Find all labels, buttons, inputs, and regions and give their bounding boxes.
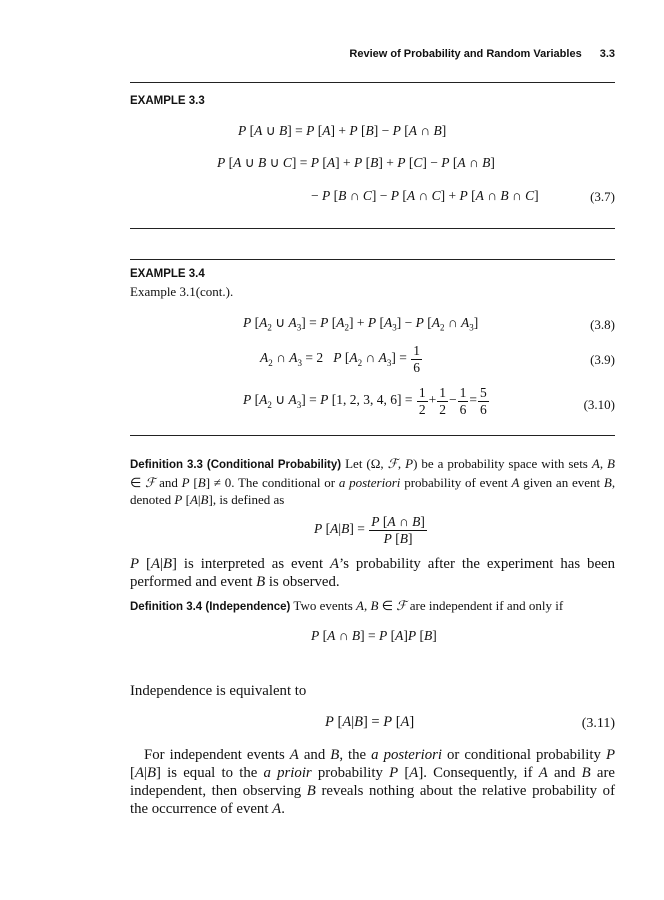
numerator: 1 — [413, 343, 420, 358]
numerator: 1 — [439, 385, 446, 400]
equation-3-8: P [$A_2$ ∪ $A_3] = P$ $[A_2] + P$ $[A_3] - P$ [$A_2$ ∩ $A_3$] — [243, 315, 479, 333]
denominator: 6 — [459, 401, 467, 417]
numerator: 5 — [479, 385, 487, 400]
emphasis: a posteriori — [338, 475, 401, 490]
text: . Consequently, if — [423, 765, 533, 781]
equation-number: (3.7) — [590, 189, 615, 204]
running-title: Review of Probability and Random Variables — [349, 48, 582, 60]
equation-number: (3.8) — [590, 317, 615, 332]
equation-3-10: P [$A_2$ ∪ $A_3] = P$ [1, 2, 3, 4, 6] = $\frac{1}{2}$ + $\frac{1}{2}$ − $\frac{1}{6}$ = $\frac{5}{6}$ — [243, 385, 487, 417]
text: is observed. — [268, 574, 340, 590]
intersection-count: 2 — [316, 350, 324, 366]
definition-3-3-label: Definition 3.3 (Conditional Probability) — [130, 459, 342, 471]
fraction — [417, 385, 428, 417]
numerator: 1 — [459, 385, 467, 400]
text: probability of event — [404, 475, 508, 490]
text: ’s probability after the experiment has been performed and event — [130, 556, 615, 590]
text: reveals nothing about the relative probability of the occurrence of event — [130, 783, 615, 817]
denominator: 6 — [479, 401, 487, 417]
fraction — [369, 514, 427, 546]
equation-number: (3.10) — [583, 397, 615, 412]
equation-union-three-line-1: P [A ∪ B ∪ C] = P [A] + P [B] + P [C] − P [A ∩ B] — [217, 155, 495, 170]
equation-independence: P [A ∩ B] = P [A]P [B] — [311, 628, 437, 643]
definition-3-4-label: Definition 3.4 (Independence) — [130, 601, 291, 613]
interpretation-paragraph: P [A|B] is interpreted as event A’s probability after the experiment has been performed and event B is observed. — [130, 556, 615, 590]
text: , is defined as — [212, 492, 285, 507]
independence-equivalent-text: Independence is equivalent to — [130, 683, 307, 699]
denominator: 6 — [413, 359, 420, 375]
text: are independent if and only if — [409, 598, 564, 613]
example-3-4-label: EXAMPLE 3.4 — [130, 268, 205, 280]
fraction — [478, 385, 489, 417]
equation-union-two: P [A ∪ B] = P [A] + P [B] − P [A ∩ B] — [238, 123, 447, 138]
closing-paragraph: For independent events A and B, the a posteriori or conditional probability P [A|B] is equal to the a prioir probability P [A]. Consequently, if A and B are independent, then observing B reveals nothing about the relative probability of the occurrence of event A. — [130, 747, 615, 817]
page-number: 3.3 — [599, 48, 615, 60]
text: or conditional probability — [447, 747, 601, 763]
text: given an event — [523, 475, 601, 490]
fraction — [437, 385, 448, 417]
equation-conditional: P [A|B] = $\frac{P [A \cap B]}{P [B]}$ — [314, 514, 425, 546]
text: . — [281, 801, 285, 817]
text: are independent, then observing — [130, 765, 615, 799]
text: , denoted — [130, 475, 616, 507]
equation-3-11: P [A|B] = P [A] — [325, 714, 415, 730]
text: probability — [317, 765, 383, 781]
fraction — [411, 343, 422, 375]
divider — [130, 82, 615, 83]
denominator: 2 — [418, 401, 426, 417]
text: is equal to the — [167, 765, 258, 781]
divider — [130, 259, 615, 260]
running-header — [130, 48, 615, 60]
text: and — [554, 765, 576, 781]
equation-union-three-line-2: − P [B ∩ C] − P [A ∩ C] + P [A ∩ B ∩ C] — [311, 188, 539, 203]
divider — [130, 435, 615, 436]
numerator: 1 — [418, 385, 426, 400]
fraction — [458, 385, 469, 417]
divider — [130, 228, 615, 229]
text: is interpreted as event — [183, 556, 324, 572]
denominator: P [B] — [383, 530, 413, 546]
text: and — [159, 475, 178, 490]
numerator: P [A ∩ B] — [371, 514, 425, 529]
equation-3-9: $A_2$ ∩ $A_3 = 2$ P [$A_2$ ∩ $A_3$] = $\frac{1}{6}$ — [260, 343, 420, 375]
emphasis: a prioir — [263, 765, 312, 781]
definition-3-3: Definition 3.3 (Conditional Probability) Let (Ω, ℱ, P) be a probability space with sets A, B ∈ ℱ and P [B] ≠ 0. The conditional or a posteriori probability of event A given an event B, denoted P [A|B], is defined as — [130, 456, 616, 507]
text: and — [303, 747, 326, 763]
equation-number: (3.11) — [581, 716, 615, 731]
denominator: 2 — [439, 401, 446, 417]
text: Two events — [293, 598, 353, 613]
emphasis: a posteriori — [371, 747, 442, 763]
text: be a probability space with sets — [421, 456, 588, 471]
text: Let — [345, 456, 363, 471]
definition-3-4: Definition 3.4 (Independence) Two events A, B ∈ ℱ are independent if and only if — [130, 598, 564, 613]
text: , the — [339, 747, 367, 763]
text: For independent events — [144, 747, 285, 763]
equation-number: (3.9) — [590, 352, 615, 367]
set-numbers: 1, 2, 3, 4, 6 — [336, 392, 397, 408]
text: The conditional or — [237, 475, 336, 490]
example-3-3-label: EXAMPLE 3.3 — [130, 95, 205, 107]
example-3-4-subtitle: Example 3.1(cont.). — [130, 284, 234, 299]
